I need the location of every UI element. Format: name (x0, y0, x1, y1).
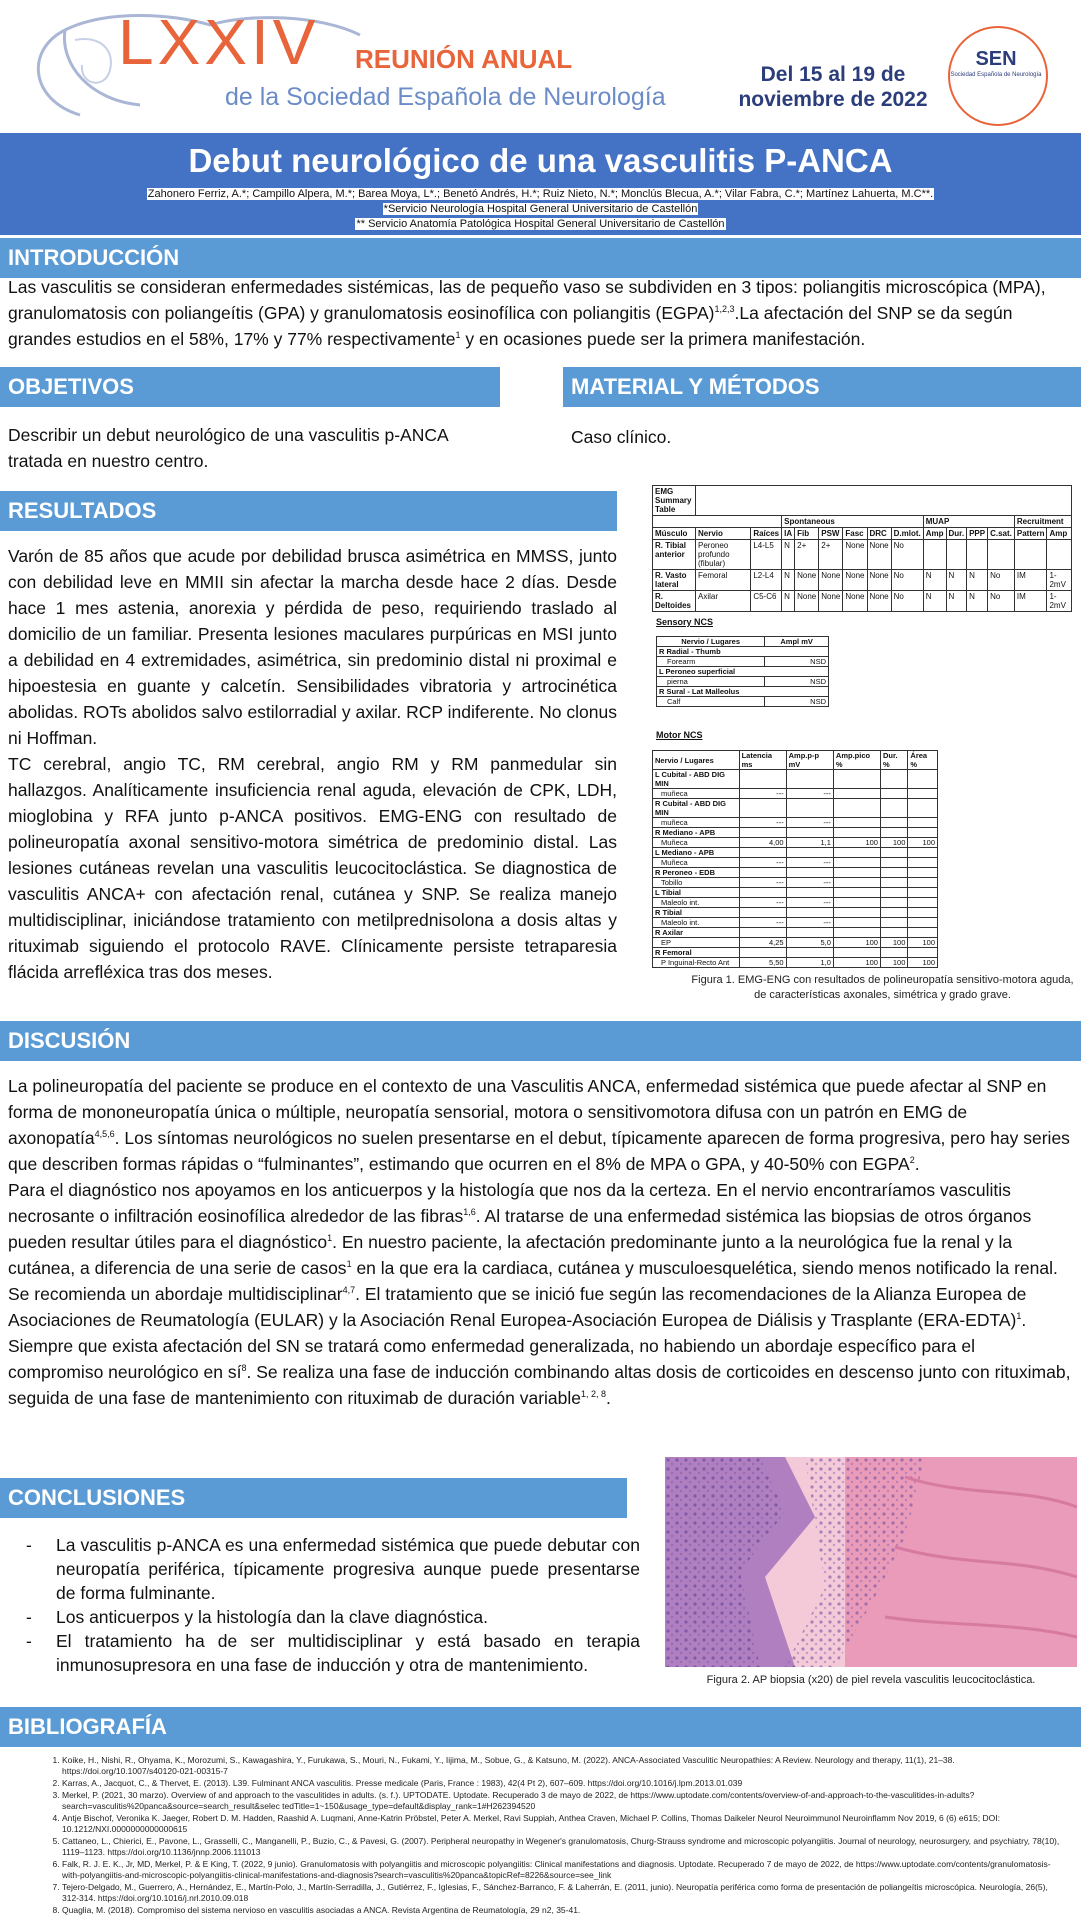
nerve-group: L Cubital - ABD DIG MIN (653, 770, 740, 789)
table-cell: None (819, 591, 843, 612)
table-cell: None (819, 570, 843, 591)
table-cell: N (782, 591, 795, 612)
emg-col-header: Amp (923, 528, 946, 540)
value-cell: --- (739, 858, 786, 868)
reference-item: 2. Karras, A., Jacquot, C., & Thervet, E. (2013). L39. Fulminant ANCA vasculitis. Presse medicale (Paris, France : 1983), 42(4 Pt 2), 607–609. https://doi.org/10.1016/j.lpm.2013.01.039 (62, 1778, 1060, 1789)
empty-cell (739, 799, 786, 818)
emg-col-header: Raíces (751, 528, 782, 540)
site-cell: EP (653, 938, 740, 948)
value-cell: 100 (908, 958, 938, 968)
value-cell (880, 898, 907, 908)
motor-col-header: Dur. % (880, 751, 907, 770)
intro-text (8, 274, 1074, 352)
site-cell: pierna (657, 677, 765, 687)
empty-cell (739, 948, 786, 958)
value-cell: 100 (880, 838, 907, 848)
site-cell: muñeca (653, 818, 740, 828)
discusion-paragraph-1 (8, 1073, 1074, 1177)
dates-line-2: noviembre de 2022 (738, 88, 928, 111)
value-cell: --- (739, 898, 786, 908)
value-cell (880, 918, 907, 928)
table-row (653, 540, 1072, 570)
table-cell: N (967, 591, 988, 612)
metodos-heading: MATERIAL Y MÉTODOS (563, 367, 1081, 407)
table-row (657, 647, 829, 657)
disc-p2-sup7: 1, 2, 8 (581, 1389, 607, 1400)
value-cell: --- (786, 878, 833, 888)
empty-cell (880, 948, 907, 958)
empty-cell (880, 868, 907, 878)
empty-cell (908, 848, 938, 858)
table-row (653, 868, 938, 878)
empty-cell (833, 770, 880, 789)
disc-p2-d: en la que era la cardiaca, cutánea y musculoesquelética, siendo menos notificado la renal. Se recomienda un abordaje multidisciplinar (8, 1258, 1058, 1304)
reference-item: 8. Quaglia, M. (2018). Compromiso del sistema nervioso en vasculitis asociadas a ANCA. Revista Argentina de Reumatología, 29 n2, 35-41. (62, 1905, 1060, 1916)
empty-cell (739, 868, 786, 878)
empty-cell (786, 908, 833, 918)
discusion-text (8, 1073, 1074, 1411)
site-cell: Calf (657, 697, 765, 707)
table-cell: None (867, 570, 891, 591)
table-row (653, 789, 938, 799)
value-cell (908, 918, 938, 928)
reference-item: 4. Antje Bischof, Veronika K. Jaeger, Robert D. M. Hadden, Raashid A. Luqmani, Anne-Katrin Pröbstel, Peter A. Merkel, Ravi Suppiah, Anthea Craven, Michael P. Collins, Thomas Daikeler Neurol Neuroimmunol Neuroinflamm Nov 2019, 6 (6) e615; DOI: 10.1212/NXI.0000000000000615 (62, 1813, 1060, 1835)
site-cell: muñeca (653, 789, 740, 799)
resultados-paragraph-2: TC cerebral, angio TC, RM cerebral, angio RM y RM panmedular sin hallazgos. Analíticamente insuficiencia renal aguda, elevación de CPK, LDH, mioglobina y RFA junto p-ANCA positivos. EMG-ENG con resultado de polineuropatía axonal sensitivo-motora simétrica de predominio distal. Las lesiones cutáneas revelan una vasculitis leucocitoclástica. Se diagnostica de vasculitis ANCA+ con afectación renal, cutánea y SNP. Se realiza manejo multidisciplinar, iniciándose tratamiento con metilprednisolona a dosis altas y rituximab siguiendo el protocolo RAVE. Clínicamente persiste tetraparesia flácida arrefléxica tras dos meses. (8, 754, 617, 982)
table-cell: R. Deltoides (653, 591, 696, 612)
empty-cell (786, 848, 833, 858)
value-cell: 100 (833, 838, 880, 848)
table-cell: None (795, 591, 819, 612)
disc-p2-a: Para el diagnóstico nos apoyamos en los anticuerpos y la histología que nos da la certeza. En el nervio encontraríamos vasculitis necrosante o infiltración eosinofílica alrededor de las fibras (8, 1180, 1011, 1226)
empty-cell (833, 868, 880, 878)
table-cell (923, 540, 946, 570)
empty-cell (786, 770, 833, 789)
table-row (653, 888, 938, 898)
authors: Zahonero Ferriz, A.*; Campillo Alpera, M.*; Barea Moya, L*.; Benetó Andrés, H.*; Ruiz Nieto, N.*; Monclús Blecua, A.*; Vilar Fabra, C.*; Martínez Lahuerta, M.C**. (147, 188, 934, 200)
emg-summary-table (652, 485, 1072, 612)
nerve-group: R Mediano - APB (653, 828, 740, 838)
table-cell (988, 540, 1015, 570)
value-cell: 4,25 (739, 938, 786, 948)
table-row (653, 928, 938, 938)
value-cell: --- (786, 789, 833, 799)
table-cell: None (843, 570, 867, 591)
empty-cell (786, 828, 833, 838)
site-cell: Tobillo (653, 878, 740, 888)
table-cell: IM (1014, 591, 1047, 612)
value-cell (833, 789, 880, 799)
empty-cell (908, 868, 938, 878)
table-row (657, 677, 829, 687)
emg-header-row (653, 528, 1072, 540)
table-cell: None (795, 570, 819, 591)
value-cell: --- (786, 818, 833, 828)
empty-cell (739, 828, 786, 838)
list-item: - El tratamiento ha de ser multidisciplinar y está basado en terapia inmunosupresora en una fase de inducción y otra de mantenimiento. (8, 1629, 640, 1677)
value-cell (908, 818, 938, 828)
value-cell: --- (739, 918, 786, 928)
table-cell: L4-L5 (751, 540, 782, 570)
table-cell: R. Vasto lateral (653, 570, 696, 591)
disc-p2-h: . (606, 1388, 611, 1408)
empty-cell (833, 888, 880, 898)
figure-2-caption: Figura 2. AP biopsia (x20) de piel revela vasculitis leucocitoclástica. (706, 1674, 1036, 1686)
empty-cell (908, 799, 938, 818)
table-row (653, 848, 938, 858)
value-cell: --- (739, 789, 786, 799)
emg-col-header: PPP (967, 528, 988, 540)
table-cell: Femoral (696, 570, 751, 591)
disc-p2-sup1: 1,6 (463, 1207, 476, 1218)
table-cell (946, 540, 967, 570)
discusion-heading: DISCUSIÓN (0, 1021, 1081, 1061)
table-cell (967, 540, 988, 570)
list-item: - Los anticuerpos y la histología dan la clave diagnóstica. (8, 1605, 640, 1629)
affiliation-2: ** Servicio Anatomía Patológica Hospital General Universitario de Castellón (356, 218, 725, 230)
metodos-text: Caso clínico. (571, 427, 672, 447)
disc-p1-sup1: 4,5,6 (94, 1129, 115, 1140)
reference-item: 1. Koike, H., Nishi, R., Ohyama, K., Morozumi, S., Kawagashira, Y., Furukawa, S., Mouri, N., Fukami, Y., Iijima, M., Sobue, G., & Katsuno, M. (2022). ANCA-Associated Vasculitic Neuropathies: A Review. Neurology and therapy, 11(1), 21–38. https://doi.org/10.1007/s40120-021-00315-7 (62, 1755, 1060, 1777)
empty-cell (908, 828, 938, 838)
disc-p2-e: . El tratamiento que se inició fue según las recomendaciones de la Alianza Europea de Asociaciones de Reumatología (EULAR) y la Asociación Renal Europea-Asociación Europea de Diálisis y Trasplante (ERA-EDTA) (8, 1284, 1027, 1330)
society-name: de la Sociedad Española de Neurología (225, 83, 666, 111)
table-cell: None (843, 540, 867, 570)
table-cell: N (946, 591, 967, 612)
motor-col-header: Amp.p-p mV (786, 751, 833, 770)
table-cell: N (946, 570, 967, 591)
empty-cell (833, 908, 880, 918)
table-cell: C5-C6 (751, 591, 782, 612)
emg-group-recruitment: Recruitment (1014, 516, 1071, 528)
discusion-paragraph-2 (8, 1177, 1074, 1411)
empty-cell (739, 928, 786, 938)
motor-ncs-label: Motor NCS (656, 730, 703, 740)
value-cell: --- (739, 878, 786, 888)
disc-p2-b: . Al tratarse de una enfermedad sistémica las biopsias de otros órganos pueden resultar útiles para el diagnóstico (8, 1206, 1032, 1252)
resultados-paragraph-1: Varón de 85 años que acude por debilidad brusca asimétrica en MMSS, junto con debilidad leve en MMII sin afectar la marcha desde hace 2 días. Desde hace 1 mes astenia, anorexia y pérdida de peso, requiriendo traslado al domicilio de un familiar. Presenta lesiones maculares purpúricas en MSI junto a debilidad en 4 extremidades, asimétrica, sin predominio distal ni proximal e hipoestesia en guante y calcetín. Sensibilidades vibratoria y artrocinética abolidas. ROTs abolidos salvo estilorradial y axilar. RCP indiferente. No clonus ni Hoffman. (8, 546, 617, 748)
emg-col-header: D.mlot. (891, 528, 923, 540)
motor-col-header: Amp.pico % (833, 751, 880, 770)
table-row (653, 938, 938, 948)
value-cell (908, 858, 938, 868)
conference-dates (738, 62, 928, 112)
value-cell (908, 878, 938, 888)
table-row (653, 908, 938, 918)
table-row (657, 687, 829, 697)
empty-cell (908, 948, 938, 958)
table-cell: Axilar (696, 591, 751, 612)
empty-cell (833, 928, 880, 938)
table-cell: None (867, 540, 891, 570)
empty-cell (739, 848, 786, 858)
table-cell: None (867, 591, 891, 612)
nerve-group: L Peroneo superficial (657, 667, 829, 677)
value-cell: NSD (765, 677, 829, 687)
author-block (0, 186, 1081, 231)
emg-col-header: PSW (819, 528, 843, 540)
table-row (653, 799, 938, 818)
empty-cell (739, 908, 786, 918)
value-cell: 5,0 (786, 938, 833, 948)
table-row (653, 770, 938, 789)
nerve-group: R Femoral (653, 948, 740, 958)
empty-cell (880, 828, 907, 838)
value-cell (833, 858, 880, 868)
conference-edition: LXXIV (118, 6, 320, 78)
value-cell (833, 898, 880, 908)
value-cell: 1,1 (786, 838, 833, 848)
table-cell: L2-L4 (751, 570, 782, 591)
nerve-group: L Mediano - APB (653, 848, 740, 858)
value-cell (833, 818, 880, 828)
resultados-heading: RESULTADOS (0, 491, 617, 531)
bibliography-list (40, 1755, 1060, 1917)
table-cell: No (891, 591, 923, 612)
empty-cell (908, 908, 938, 918)
site-cell: P Inguinal-Recto Ant (653, 958, 740, 968)
value-cell: 100 (880, 958, 907, 968)
value-cell (908, 789, 938, 799)
disc-p2-sup2: 1 (327, 1233, 333, 1244)
value-cell (880, 789, 907, 799)
value-cell: 100 (908, 838, 938, 848)
nerve-group: R Cubital - ABD DIG MIN (653, 799, 740, 818)
sensory-col-header: Nervio / Lugares (657, 637, 765, 647)
conclusiones-list (8, 1533, 640, 1677)
site-cell: Maleolo int. (653, 918, 740, 928)
emg-col-header: Nervio (696, 528, 751, 540)
table-cell: None (843, 591, 867, 612)
table-row (653, 958, 938, 968)
site-cell: Maleolo int. (653, 898, 740, 908)
sen-logo-subtitle: Sociedad Española de Neurología (950, 72, 1042, 78)
figure-1-caption: Figura 1. EMG-ENG con resultados de polineuropatía sensitivo-motora aguda, de características axonales, simétrica y grado grave. (691, 974, 1074, 1001)
value-cell: --- (786, 918, 833, 928)
emg-group-blank (653, 516, 782, 528)
table-row (653, 591, 1072, 612)
table-cell (1047, 540, 1072, 570)
motor-col-header: Área % (908, 751, 938, 770)
value-cell: NSD (765, 697, 829, 707)
table-row (653, 570, 1072, 591)
table-cell: 1-2mV (1047, 591, 1072, 612)
empty-cell (833, 948, 880, 958)
table-cell: No (988, 591, 1015, 612)
table-row (653, 898, 938, 908)
table-row (653, 838, 938, 848)
objetivos-heading: OBJETIVOS (0, 367, 500, 407)
nerve-group: R Peroneo - EDB (653, 868, 740, 878)
disc-p1-sup2: 2 (909, 1155, 915, 1166)
disc-p2-sup6: 8 (241, 1363, 247, 1374)
emg-col-header: Pattern (1014, 528, 1047, 540)
value-cell (833, 878, 880, 888)
nerve-group: R Sural - Lat Malleolus (657, 687, 829, 697)
table-row (653, 948, 938, 958)
table-cell: No (891, 540, 923, 570)
value-cell (908, 898, 938, 908)
table-cell: Peroneo profundo (fibular) (696, 540, 751, 570)
motor-col-header: Latencia ms (739, 751, 786, 770)
value-cell (880, 878, 907, 888)
table-row (657, 667, 829, 677)
site-cell: Muñeca (653, 838, 740, 848)
table-cell: N (923, 591, 946, 612)
bibliografia-heading: BIBLIOGRAFÍA (0, 1707, 1081, 1747)
affiliation-1: *Servicio Neurología Hospital General Universitario de Castellón (383, 203, 698, 215)
conference-header (0, 0, 1081, 133)
disc-p1-a: La polineuropatía del paciente se produce en el contexto de una Vasculitis ANCA, enfermedad sistémica que puede afectar al SNP en forma de mononeuropatía única o múltiple, neuropatía sensorial, motora o sensitivomotora difusa con un patrón en EMG de axonopatía (8, 1076, 1047, 1148)
sen-logo-text: SEN (975, 48, 1017, 70)
list-item: - La vasculitis p-ANCA es una enfermedad sistémica que puede debutar con neuropatía periférica, típicamente progresiva aunque puede presentarse de forma fulminante. (8, 1533, 640, 1605)
disc-p2-sup5: 1 (1016, 1311, 1022, 1322)
empty-cell (786, 928, 833, 938)
value-cell: 100 (833, 938, 880, 948)
value-cell: --- (786, 898, 833, 908)
table-cell: 2+ (819, 540, 843, 570)
motor-col-header: Nervio / Lugares (653, 751, 740, 770)
disc-p1-c: . (914, 1154, 920, 1174)
table-cell (1014, 540, 1047, 570)
value-cell (833, 918, 880, 928)
empty-cell (739, 770, 786, 789)
table-row (653, 818, 938, 828)
conference-title: REUNIÓN ANUAL (355, 44, 573, 74)
table-row (653, 858, 938, 868)
reference-item: 5. Cattaneo, L., Chierici, E., Pavone, L., Grasselli, C., Manganelli, P., Buzio, C., & Pavesi, G. (2007). Peripheral neuropathy in Wegener's granulomatosis, Churg-Strauss syndrome and microscopic polyangiitis. Journal of neurology, neurosurgery, and psychiatry, 78(10), 1119–1123. https://doi.org/10.1136/jnnp.2006.111013 (62, 1836, 1060, 1858)
table-row (653, 878, 938, 888)
table-row (657, 657, 829, 667)
objetivos-text: Describir un debut neurológico de una vasculitis p-ANCA tratada en nuestro centro. (8, 425, 448, 471)
table-row (653, 828, 938, 838)
empty-cell (880, 888, 907, 898)
empty-cell (786, 888, 833, 898)
emg-col-header: IA (782, 528, 795, 540)
emg-col-header: DRC (867, 528, 891, 540)
empty-cell (880, 799, 907, 818)
empty-cell (908, 928, 938, 938)
value-cell: 5,50 (739, 958, 786, 968)
table-cell: N (967, 570, 988, 591)
skin-biopsy-image (665, 1457, 1077, 1667)
table-cell: N (782, 570, 795, 591)
emg-group-spontaneous: Spontaneous (782, 516, 924, 528)
table-cell: R. Tibial anterior (653, 540, 696, 570)
emg-group-muap: MUAP (923, 516, 1014, 528)
intro-sup-b: 1 (455, 330, 461, 341)
table-cell: IM (1014, 570, 1047, 591)
table-cell: No (891, 570, 923, 591)
nerve-group: R Axilar (653, 928, 740, 938)
empty-cell (833, 799, 880, 818)
value-cell: 1,0 (786, 958, 833, 968)
table-cell: N (923, 570, 946, 591)
empty-cell (880, 928, 907, 938)
empty-cell (786, 868, 833, 878)
site-cell: Muñeca (653, 858, 740, 868)
empty-cell (908, 888, 938, 898)
disc-p2-g: . Se realiza una fase de inducción combinando altas dosis de corticoides en descenso junto con rituximab, seguida de una fase de mantenimiento con rituximab de duración variable (8, 1362, 1071, 1408)
empty-cell (880, 908, 907, 918)
table-cell: 1-2mV (1047, 570, 1072, 591)
empty-cell (880, 848, 907, 858)
value-cell: 4,00 (739, 838, 786, 848)
disc-p2-sup4: 4,7 (342, 1285, 356, 1296)
emg-col-header: Fib (795, 528, 819, 540)
emg-col-header: Fasc (843, 528, 867, 540)
conclusiones-heading: CONCLUSIONES (0, 1478, 627, 1518)
site-cell: Forearm (657, 657, 765, 667)
value-cell: --- (786, 858, 833, 868)
table-row (657, 697, 829, 707)
intro-text-a: Las vasculitis se consideran enfermedades sistémicas, las de pequeño vaso se subdividen en 3 tipos: poliangitis microscópica (MPA), granulomatosis con poliangeítis (GPA) y granulomatosis eosinofílica con poliangitis (EGPA) (8, 277, 1046, 323)
nerve-group: R Radial - Thumb (657, 647, 829, 657)
motor-ncs-table (652, 750, 938, 968)
emg-col-header: Músculo (653, 528, 696, 540)
empty-cell (833, 848, 880, 858)
emg-col-header: Amp (1047, 528, 1072, 540)
intro-text-c: y en ocasiones puede ser la primera manifestación. (460, 329, 866, 349)
table-row (653, 918, 938, 928)
value-cell: 100 (833, 958, 880, 968)
emg-table-title: EMG Summary Table (653, 486, 696, 516)
sensory-ncs-label: Sensory NCS (656, 617, 714, 627)
empty-cell (833, 828, 880, 838)
value-cell: NSD (765, 657, 829, 667)
disc-p2-c: . En nuestro paciente, la afectación predominante junto a la neurológica fue la renal y la cutánea, a diferencia de una serie de casos (8, 1232, 1013, 1278)
dates-line-1: Del 15 al 19 de (760, 63, 906, 86)
resultados-text (8, 543, 617, 985)
table-cell: 2+ (795, 540, 819, 570)
sensory-col-header: Ampl mV (765, 637, 829, 647)
table-cell: No (988, 570, 1015, 591)
intro-heading: INTRODUCCIÓN (0, 238, 1081, 278)
disc-p2-f: . Siempre que exista afectación del SN se tratará como enfermedad generalizada, no habiendo un abordaje específico para el compromiso neurológico en sí (8, 1310, 1027, 1382)
empty-cell (880, 770, 907, 789)
value-cell (880, 818, 907, 828)
nerve-group: L Tibial (653, 888, 740, 898)
emg-title-filler (696, 486, 1072, 516)
emg-col-header: C.sat. (988, 528, 1015, 540)
reference-item: 6. Falk, R. J. E. K., Jr, MD, Merkel, P. & E King, T. (2022, 9 junio). Granulomatosis with polyangiitis and microscopic polyangiitis: Clinical manifestations and diagnosis. Uptodate. Recuperado 7 de mayo de 2022, de https://www.uptodate.com/contents/granulomatosis-with-polyangiitis-and-microscopic-polyangiitis-clinical-manifestations-and-diagnosis?search=vasculitis%20panca&topicRef=8226&source=see_link (62, 1859, 1060, 1881)
emg-col-header: Dur. (946, 528, 967, 540)
value-cell: 100 (908, 938, 938, 948)
value-cell (880, 858, 907, 868)
poster-title: Debut neurológico de una vasculitis P-ANCA (188, 142, 893, 179)
table-cell: N (782, 540, 795, 570)
empty-cell (786, 948, 833, 958)
empty-cell (908, 770, 938, 789)
disc-p2-sup3: 1 (346, 1259, 352, 1270)
reference-item: 3. Merkel, P. (2021, 30 marzo). Overview of and approach to the vasculitides in adults. (s. f.). UPTODATE. Uptodate. Recuperado 3 de mayo de 2022, de https://www.uptodate.com/contents/overview-of-and-approach-to-the-vasculitides-in-adults?search=vasculitis%20panca&source=search_result&selec tedTitle=1~150&usage_type=default&display_rank=1#H262394520 (62, 1790, 1060, 1812)
disc-p1-b: . Los síntomas neurológicos no suelen presentarse en el debut, típicamente aparecen de forma progresiva, pero hay series que describen formas rápidas o “fulminantes”, estimando que ocurren en el 8% de MPA o GPA, y 40-50% con EGPA (8, 1128, 1070, 1174)
reference-item: 7. Tejero-Delgado, M., Guerrero, A., Hernández, E., Martín-Polo, J., Martín-Serradilla, J., Gutiérrez, F., Iglesias, F., Sánchez-Barranco, F. & Laherrán, E. (2011, junio). Neuropatía periférica como forma de presentación de poliangeítis microscópica. Neurología, 26(5), 312-314. https://doi.org/10.1016/j.nrl.2010.09.018 (62, 1882, 1060, 1904)
intro-sup-a: 1,2,3 (714, 304, 735, 315)
value-cell: --- (739, 818, 786, 828)
intro-text-b: .La afectación del SNP se da según grandes estudios en el 58%, 17% y 77% respectivamente (8, 303, 1013, 349)
empty-cell (739, 888, 786, 898)
value-cell: 100 (880, 938, 907, 948)
nerve-group: R Tibial (653, 908, 740, 918)
empty-cell (786, 799, 833, 818)
sensory-ncs-table (656, 636, 829, 707)
